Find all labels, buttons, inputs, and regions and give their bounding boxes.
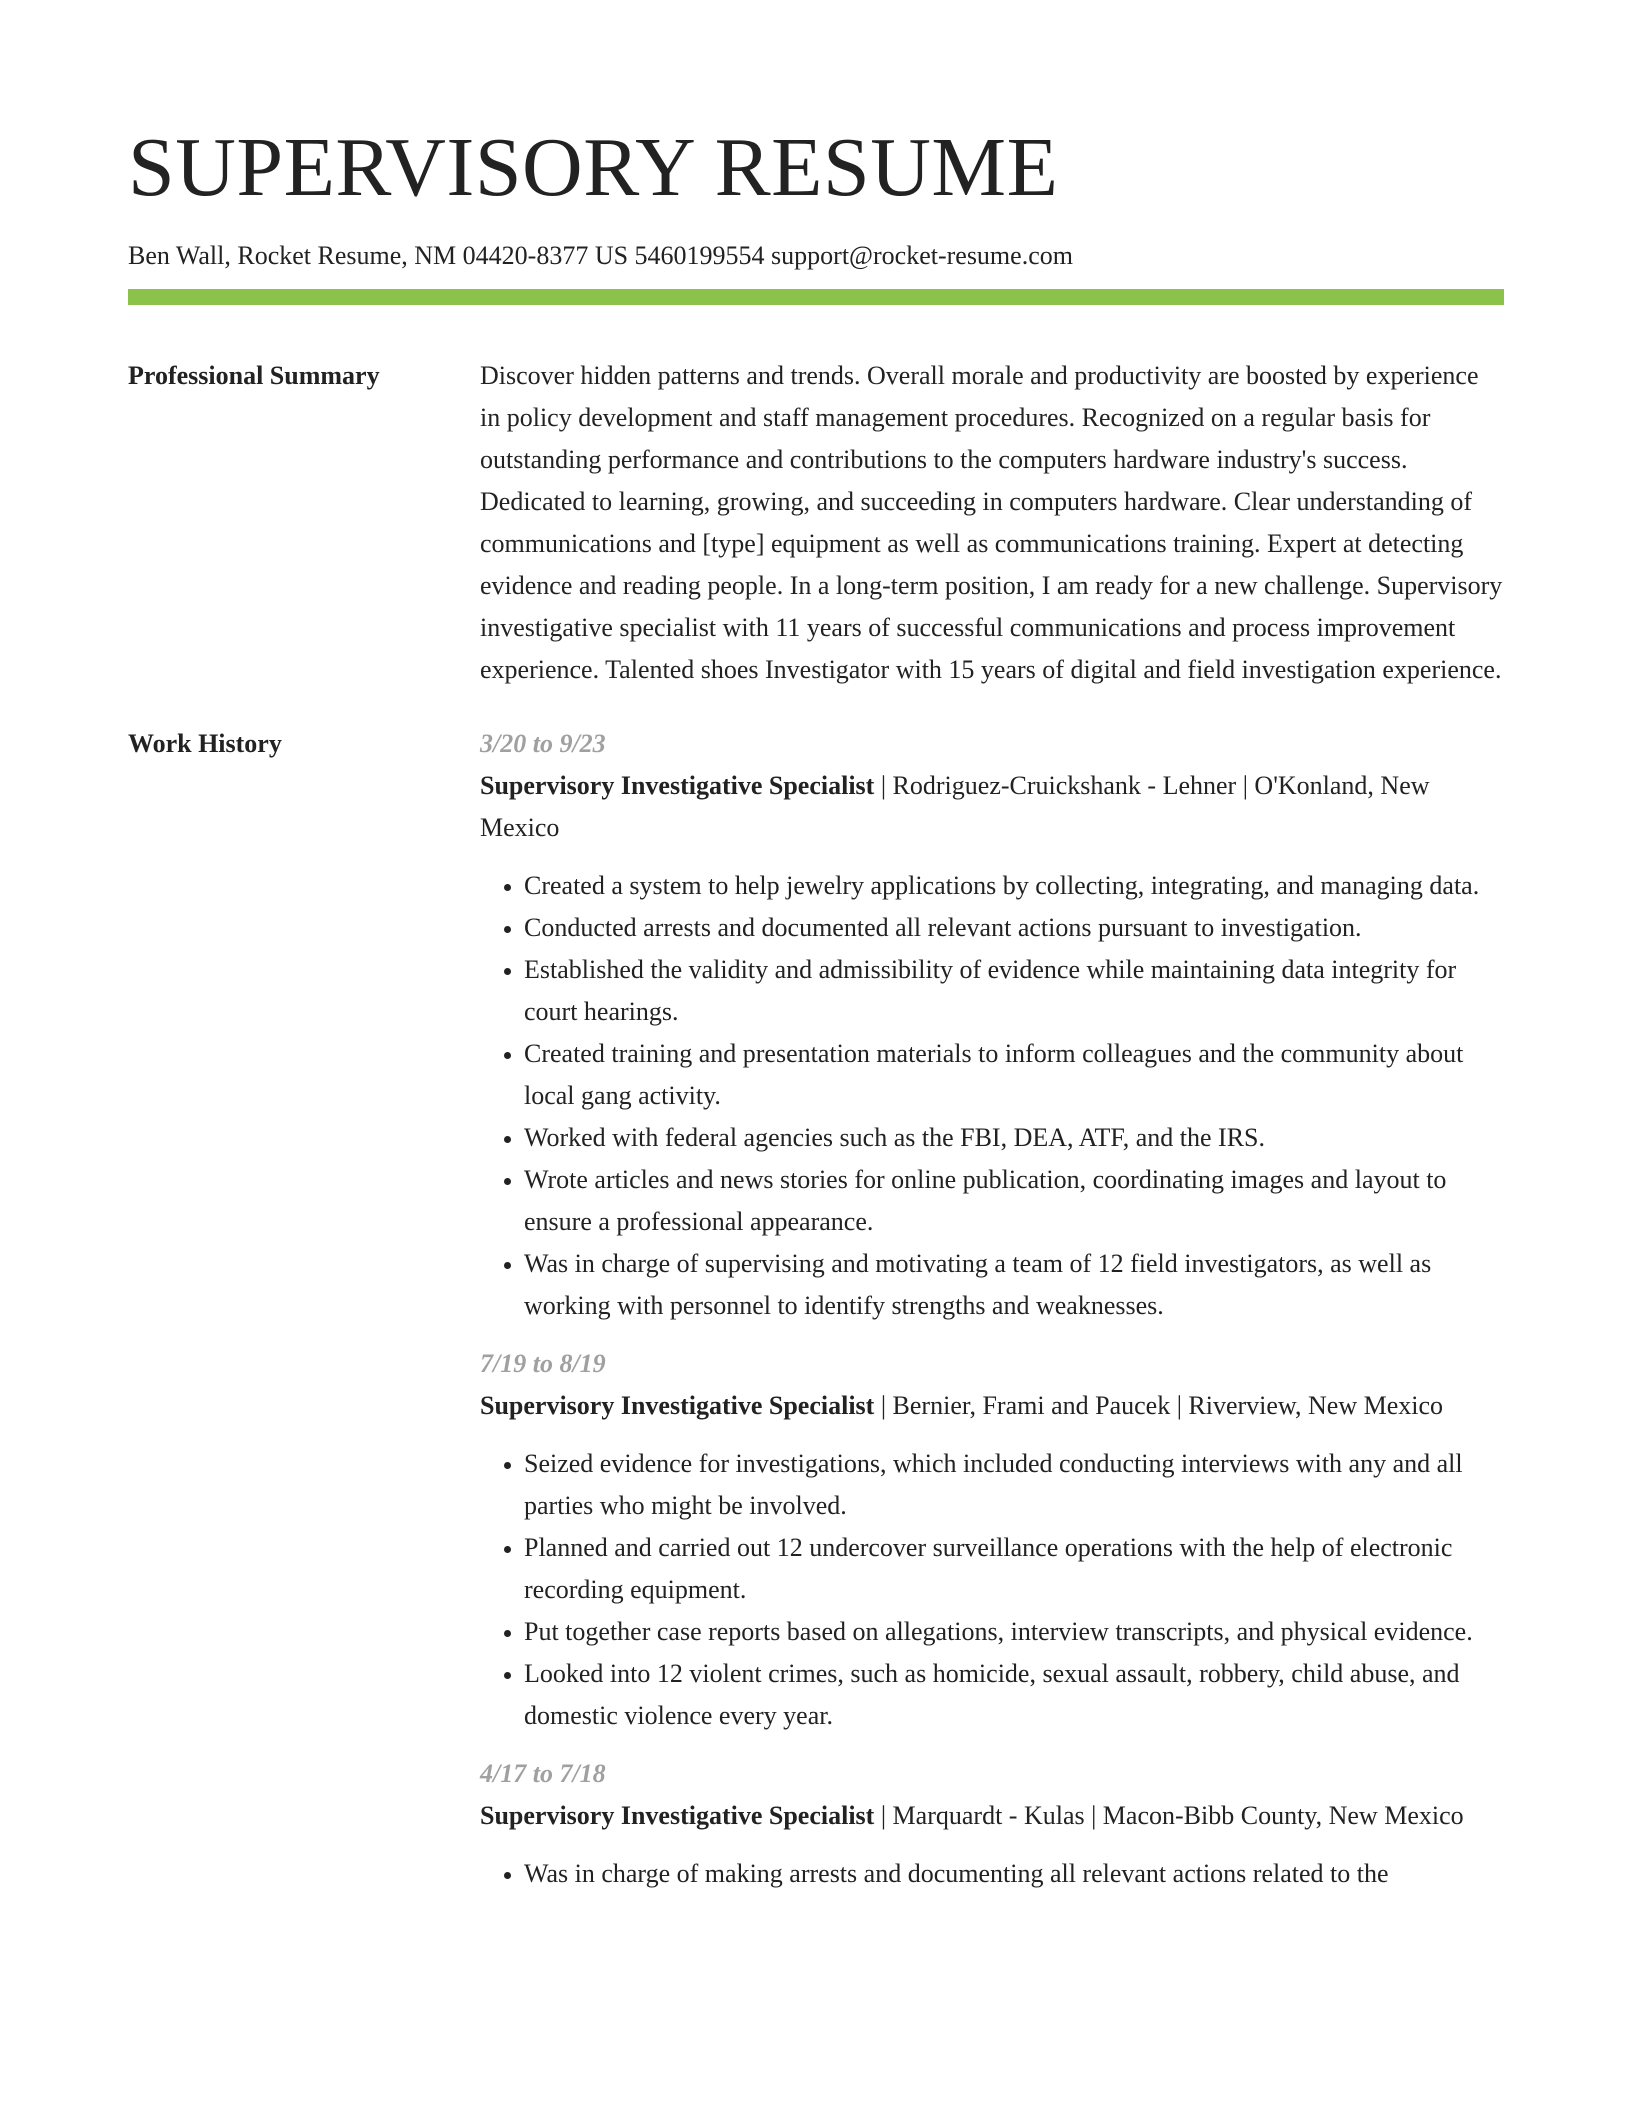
job-bullet: • Created a system to help jewelry applications by collecting, integrating, and managing data. [524, 865, 1504, 907]
job-dates: 7/19 to 8/19 [480, 1349, 606, 1378]
contact-line: Ben Wall, Rocket Resume, NM 04420-8377 US 5460199554 support@rocket-resume.com [128, 241, 1073, 270]
resume-title: SUPERVISORY RESUME [128, 121, 1059, 214]
job-heading [480, 1795, 1504, 1837]
work-history-section [128, 723, 1504, 1911]
summary-text: Discover hidden patterns and trends. Overall morale and productivity are boosted by experience in policy development and staff management procedures. Recognized on a regular basis for outstanding performance and contributions to the computers hardware industry's success. Dedicated to learning, growing, and succeeding in computers hardware. Clear understanding of communications and [type] equipment as well as communications training. Expert at detecting evidence and reading people. In a long-term position, I am ready for a new challenge. Supervisory investigative specialist with 11 years of successful communications and process improvement experience. Talented shoes Investigator with 15 years of digital and field investigation experience. [480, 361, 1503, 684]
work-history-heading: Work History [128, 729, 282, 758]
job-bullet-list [480, 865, 1504, 1327]
job-entry [480, 723, 1504, 1327]
job-bullet-list [480, 1443, 1504, 1737]
job-dates: 4/17 to 7/18 [480, 1759, 606, 1788]
job-title: Supervisory Investigative Specialist [480, 1391, 875, 1420]
job-entry [480, 1343, 1504, 1737]
job-bullet: • Established the validity and admissibility of evidence while maintaining data integrity for court hearings. [524, 949, 1504, 1033]
job-company-location: | Marquardt - Kulas | Macon-Bibb County, New Mexico [874, 1801, 1464, 1830]
job-title: Supervisory Investigative Specialist [480, 1801, 875, 1830]
accent-divider [128, 289, 1504, 305]
job-bullet: • Created training and presentation materials to inform colleagues and the community about local gang activity. [524, 1033, 1504, 1117]
job-bullet: • Looked into 12 violent crimes, such as homicide, sexual assault, robbery, child abuse, and domestic violence every year. [524, 1653, 1504, 1737]
job-bullet: • Seized evidence for investigations, which included conducting interviews with any and all parties who might be involved. [524, 1443, 1504, 1527]
job-company-location: | Bernier, Frami and Paucek | Riverview, New Mexico [874, 1391, 1444, 1420]
work-history-list [480, 723, 1504, 1911]
job-entry [480, 1753, 1504, 1895]
job-bullet: • Conducted arrests and documented all relevant actions pursuant to investigation. [524, 907, 1504, 949]
job-bullet: • Worked with federal agencies such as the FBI, DEA, ATF, and the IRS. [524, 1117, 1504, 1159]
job-dates: 3/20 to 9/23 [480, 729, 606, 758]
job-bullet-list [480, 1853, 1504, 1895]
summary-heading: Professional Summary [128, 361, 380, 390]
job-bullet: • Put together case reports based on allegations, interview transcripts, and physical evidence. [524, 1611, 1504, 1653]
job-company-location: | Rodriguez-Cruickshank - Lehner | O'Konland, New Mexico [480, 771, 1430, 842]
job-heading [480, 765, 1504, 849]
job-bullet: • Planned and carried out 12 undercover surveillance operations with the help of electronic recording equipment. [524, 1527, 1504, 1611]
summary-section [128, 355, 1504, 691]
resume-page [128, 0, 1504, 1911]
job-bullet: • Wrote articles and news stories for online publication, coordinating images and layout to ensure a professional appearance. [524, 1159, 1504, 1243]
job-title: Supervisory Investigative Specialist [480, 771, 875, 800]
job-bullet: • Was in charge of supervising and motivating a team of 12 field investigators, as well as working with personnel to identify strengths and weaknesses. [524, 1243, 1504, 1327]
job-heading [480, 1385, 1504, 1427]
job-bullet: • Was in charge of making arrests and documenting all relevant actions related to the [524, 1853, 1504, 1895]
